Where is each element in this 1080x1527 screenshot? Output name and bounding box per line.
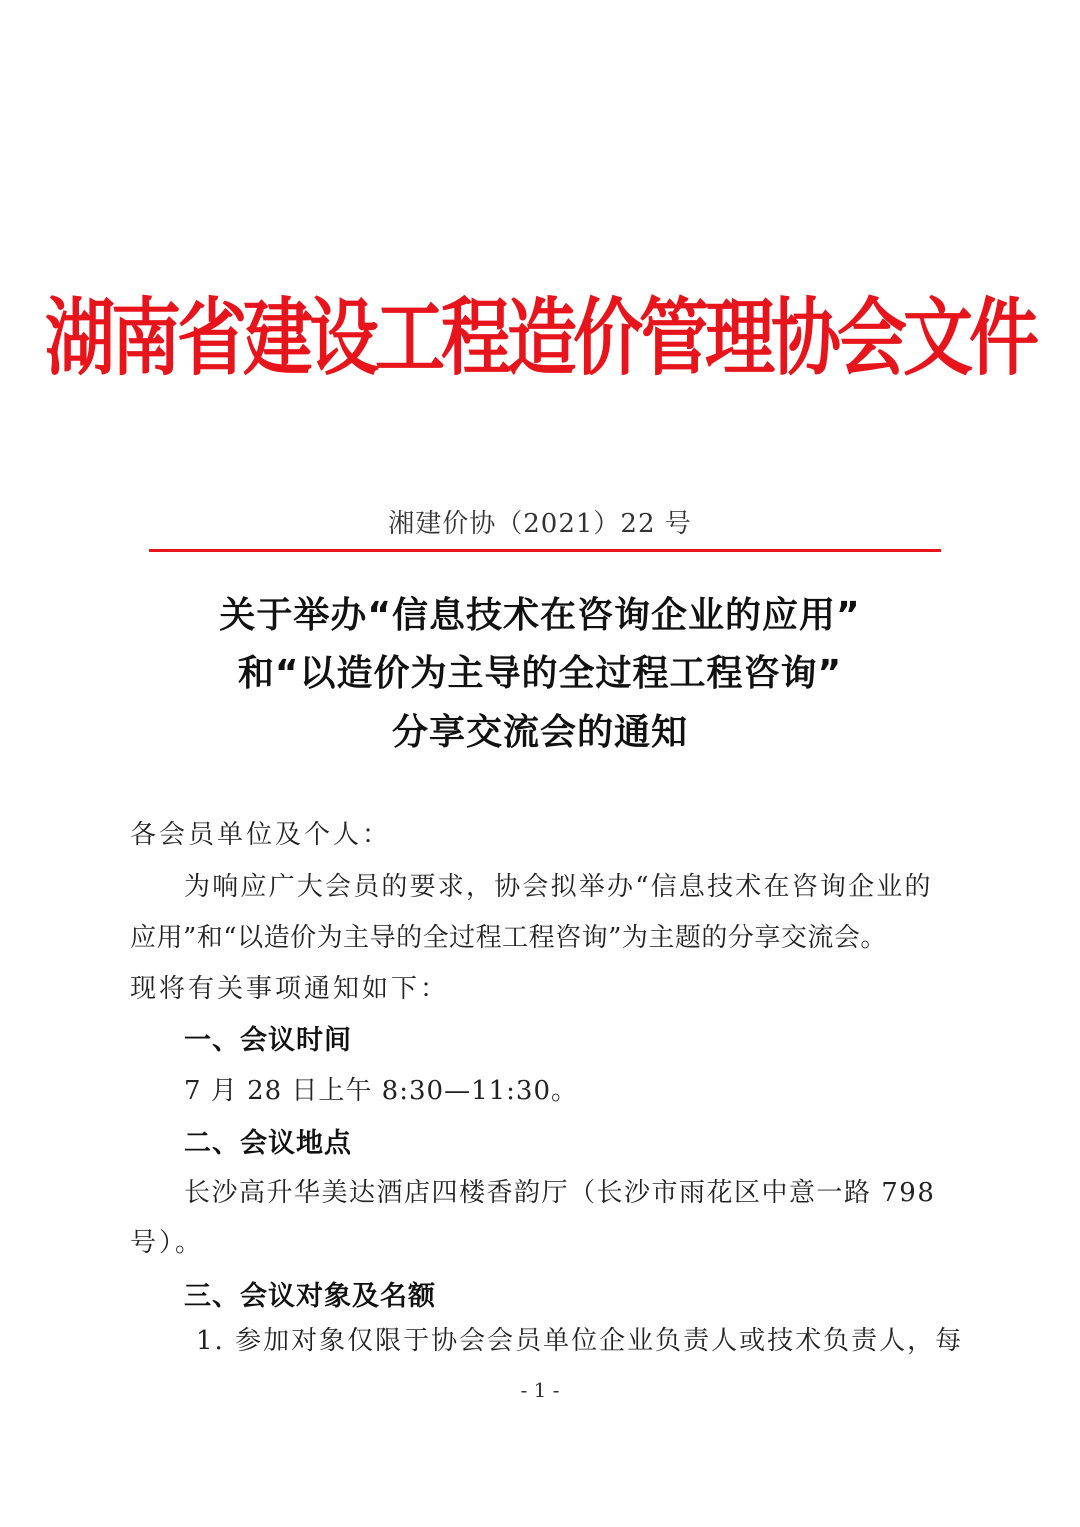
section-heading-attendees: 三、会议对象及名额 — [184, 1281, 436, 1312]
intro-paragraph-line-1: 为响应广大会员的要求，协会拟举办“信息技术在咨询企业的 — [184, 872, 933, 902]
attendees-item-1: 1. 参加对象仅限于协会会员单位企业负责人或技术负责人，每 — [196, 1326, 964, 1356]
page-number: - 1 - — [520, 1378, 560, 1402]
meeting-time-text: 7 月 28 日上午 8:30—11:30。 — [184, 1076, 578, 1106]
section-heading-meeting-time: 一、会议时间 — [184, 1025, 352, 1056]
intro-paragraph-line-3: 现将有关事项通知如下： — [130, 974, 450, 1004]
notice-title-line-3: 分享交流会的通知 — [391, 712, 688, 753]
intro-paragraph-line-2: 应用”和“以造价为主导的全过程工程咨询”为主题的分享交流会。 — [130, 923, 887, 953]
notice-title-line-2: 和“以造价为主导的全过程工程咨询” — [237, 653, 843, 694]
red-divider-line — [149, 549, 941, 552]
document-number: 湘建价协（2021）22 号 — [388, 509, 692, 539]
meeting-location-text-line-1: 长沙高升华美达酒店四楼香韵厅（长沙市雨花区中意一路 798 — [184, 1178, 936, 1208]
section-heading-meeting-location: 二、会议地点 — [184, 1128, 352, 1159]
salutation: 各会员单位及个人： — [130, 820, 392, 850]
notice-title-line-1: 关于举办“信息技术在咨询企业的应用” — [219, 595, 861, 636]
meeting-location-text-line-2: 号）。 — [130, 1228, 205, 1258]
organization-header: 湖南省建设工程造价管理协会文件 — [45, 288, 1035, 388]
